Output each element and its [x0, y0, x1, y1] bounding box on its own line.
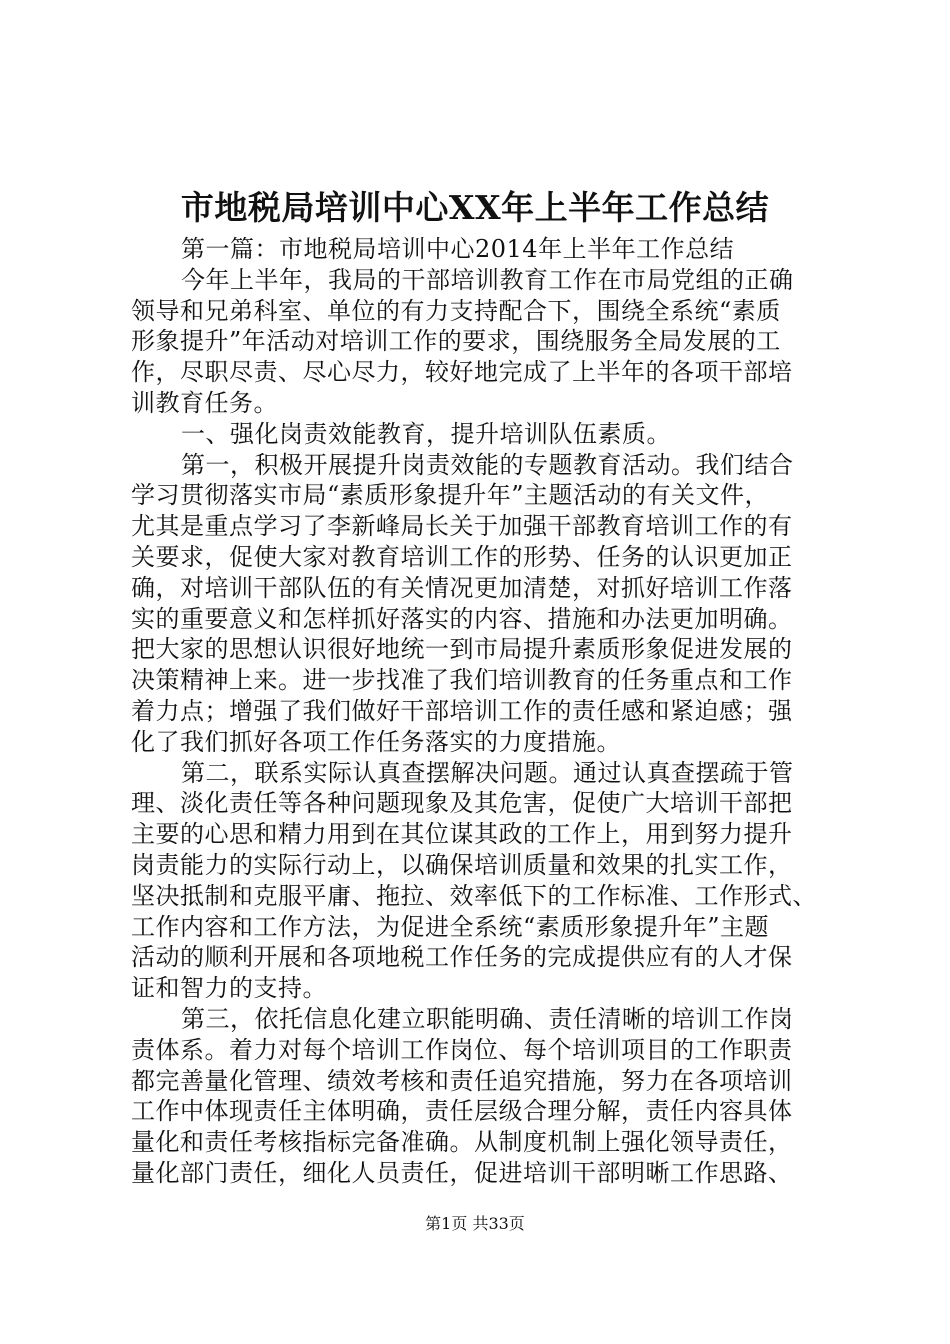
text-line: 着力点；增强了我们做好干部培训工作的责任感和紧迫感；强 [131, 696, 793, 725]
text-line: 领导和兄弟科室、单位的有力支持配合下，围绕全系统“素质 [131, 296, 781, 325]
text-line: 关要求，促使大家对教育培训工作的形势、任务的认识更加正 [131, 542, 793, 571]
text-line: 坚决抵制和克服平庸、拖拉、效率低下的工作标准、工作形式、 [131, 881, 817, 910]
text-line: 第二，联系实际认真查摆解决问题。通过认真查摆疏于管 [181, 758, 794, 787]
document-title: 市地税局培训中心XX年上半年工作总结 [180, 188, 770, 227]
text-line: 活动的顺利开展和各项地税工作任务的完成提供应有的人才保 [131, 943, 793, 972]
text-line: 作，尽职尽责、尽心尽力，较好地完成了上半年的各项干部培 [131, 358, 793, 387]
text-line: 确，对培训干部队伍的有关情况更加清楚，对抓好培训工作落 [131, 573, 793, 602]
text-line: 一、强化岗责效能教育，提升培训队伍素质。 [181, 419, 671, 448]
text-line: 工作内容和工作方法，为促进全系统“素质形象提升年”主题 [131, 912, 770, 941]
text-line: 把大家的思想认识很好地统一到市局提升素质形象促进发展的 [131, 635, 793, 664]
text-line: 第一，积极开展提升岗责效能的专题教育活动。我们结合 [181, 450, 794, 479]
text-line: 证和智力的支持。 [131, 974, 327, 1003]
text-line: 今年上半年，我局的干部培训教育工作在市局党组的正确 [181, 265, 794, 294]
text-line: 第三，依托信息化建立职能明确、责任清晰的培训工作岗 [181, 1004, 794, 1033]
text-line: 尤其是重点学习了李新峰局长关于加强干部教育培训工作的有 [131, 512, 793, 541]
text-line: 主要的心思和精力用到在其位谋其政的工作上，用到努力提升 [131, 820, 793, 849]
text-line: 理、淡化责任等各种问题现象及其危害，促使广大培训干部把 [131, 789, 793, 818]
text-line: 量化和责任考核指标完备准确。从制度机制上强化领导责任， [131, 1128, 793, 1157]
text-line: 决策精神上来。进一步找准了我们培训教育的任务重点和工作 [131, 666, 793, 695]
page-number-footer: 第1页 共33页 [425, 1214, 525, 1233]
text-line: 责体系。着力对每个培训工作岗位、每个培训项目的工作职责 [131, 1035, 793, 1064]
text-line: 量化部门责任，细化人员责任，促进培训干部明晰工作思路、 [131, 1158, 793, 1187]
text-line: 训教育任务。 [131, 388, 278, 417]
document-body [131, 234, 826, 1189]
text-line: 岗责能力的实际行动上，以确保培训质量和效果的扎实工作， [131, 850, 793, 879]
text-line: 第一篇：市地税局培训中心2014年上半年工作总结 [181, 235, 735, 263]
text-line: 实的重要意义和怎样抓好落实的内容、措施和办法更加明确。 [131, 604, 793, 633]
text-line: 化了我们抓好各项工作任务落实的力度措施。 [131, 727, 621, 756]
text-line: 工作中体现责任主体明确，责任层级合理分解，责任内容具体 [131, 1097, 793, 1126]
text-line: 形象提升”年活动对培训工作的要求，围绕服务全局发展的工 [131, 327, 781, 356]
text-line: 都完善量化管理、绩效考核和责任追究措施，努力在各项培训 [131, 1066, 793, 1095]
text-line: 学习贯彻落实市局“素质形象提升年”主题活动的有关文件， [131, 481, 770, 510]
